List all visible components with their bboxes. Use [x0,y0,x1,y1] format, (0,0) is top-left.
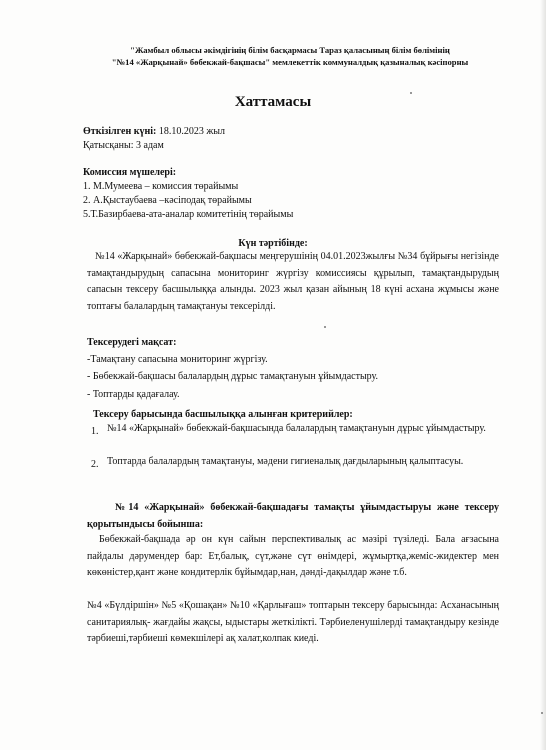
criteria-heading: Тексеру барысында басшылыққа алынған критерийлер: [93,409,353,420]
results-paragraph-1: Бөбекжай-бақшада әр он күн сайын перспективалық ас мәзірі түзіледі. Бала ағзасына пайдалы дәрумендер бар: Ет,балық, сүт,және сүт өнімдері, жұмыртқа,жеміс-жидектер мен көкөністер,қант және кондитерлік бұйымдар,нан, дәнді-дақылдар және т.б. [87,534,499,578]
agenda-paragraph: №14 «Жарқынай» бөбекжай-бақшасы меңгерушінің 04.01.2023жылғы №34 бұйрығы негізінде тамақтандырудың сапасына мониторинг жүргізу комиссиясы құрылып, тамақтандырудың сапасын тексеру басшылыққа алынды. 2023 жыл қазан айының 18 күні асхана жұмысы және топтағы балалардың тамақтануы тексерілді. [87,251,499,312]
purpose-item-1: -Тамақтану сапасына мониторинг жүргізу. [87,354,268,365]
org-header-line-2: "№14 «Жарқынай» бөбекжай-бақшасы" мемлекеттік коммуналдық қазыналық кәсіпорны [111,57,469,67]
purpose-item-3: - Топтарды қадағалау. [87,389,180,400]
date-value: 18.10.2023 жыл [156,126,226,137]
criteria-num-2: 2. [91,459,99,470]
criteria-num-1: 1. [91,426,99,437]
purpose-heading: Тексерудегі мақсат: [87,337,177,348]
org-header-line-1: "Жамбыл облысы әкімдігінің білім басқармасы Тараз қаласының білім бөлімінің [130,45,450,55]
attendees-line: Қатысқаны: 3 адам [83,140,164,151]
commission-member-2: 2. А.Қыстаубаева –кәсіподақ төрайымы [83,195,252,206]
commission-member-3: 5.Т.Базирбаева-ата-аналар комитетінің төрайымы [83,209,294,220]
scan-speck [410,92,412,94]
page-edge-shadow [540,0,546,750]
criteria-item-1: №14 «Жарқынай» бөбекжай-бақшасында балалардың тамақтануын дұрыс ұйымдастыру. [107,423,486,434]
results-paragraph-2: №4 «Бүлдіршін» №5 «Қошақан» №10 «Қарлығаш» топтарын тексеру барысында: Асханасының санитариялық- жағдайы жақсы, ыдыстары жеткілікті. Тәрбиеленушілерді тамақтандыру кезінде тәрбиеші,тәрбиеші көмекшілері ақ халат,колпак киеді. [87,600,499,644]
purpose-item-2: - Бөбекжай-бақшасы балалардың дұрыс тамақтануын ұйымдастыру. [87,371,379,382]
criteria-item-2: Топтарда балалардың тамақтануы, мәдени гигиеналық дағдыларының қалыптасуы. [107,456,464,467]
agenda-heading: Күн тәртібінде: [238,238,308,249]
document-title: Хаттамасы [234,94,312,110]
date-line [83,125,225,138]
commission-heading: Комиссия мүшелері: [83,167,177,178]
commission-member-1: 1. М.Мумеева – комиссия төрайымы [83,181,239,192]
scan-speck [541,712,543,714]
date-label: Өткізілген күні: [83,126,157,137]
scan-speck [324,326,326,328]
results-heading: №14 «Жарқынай» бөбекжай-бақшадағы тамақты ұйымдастыруы және тексеру қорытындысы бойынша: [87,502,499,530]
